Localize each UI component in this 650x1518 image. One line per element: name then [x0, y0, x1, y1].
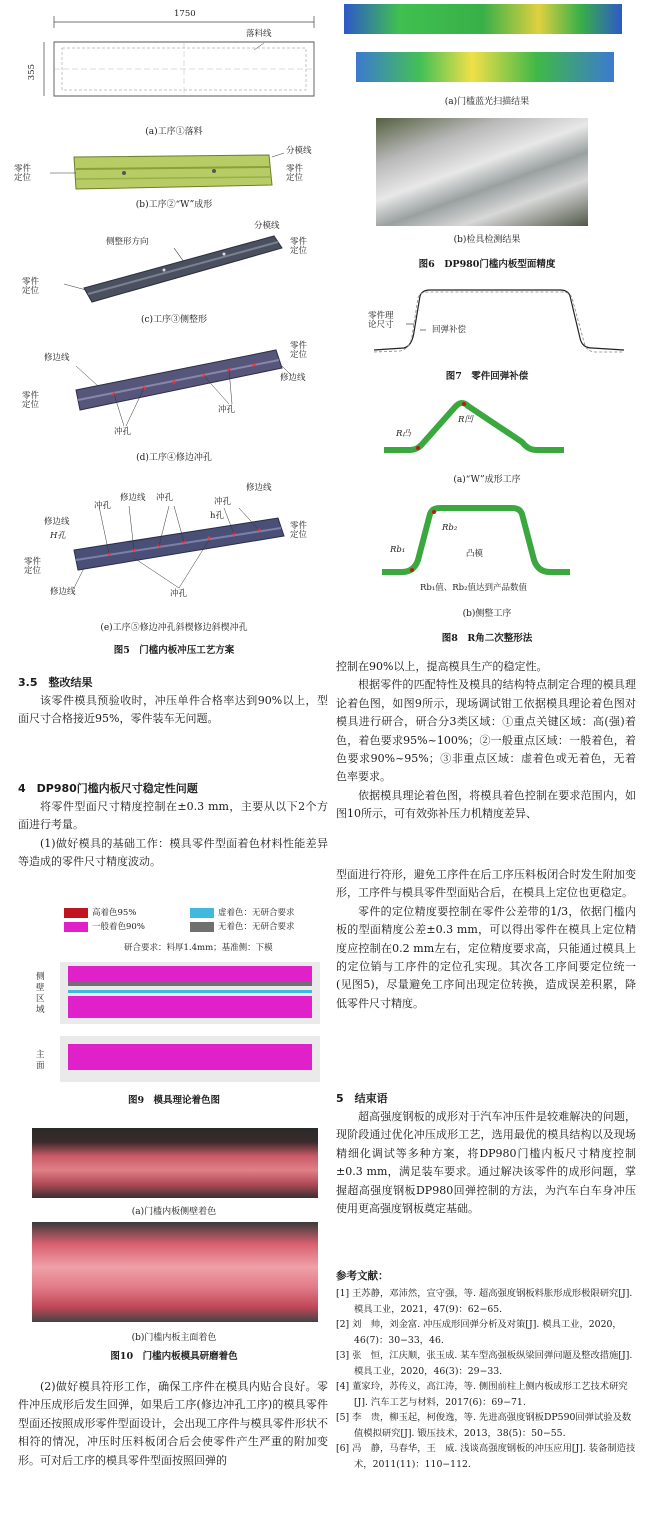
fig8b-caption: (b)侧整工序 [462, 609, 512, 619]
fig5-title: 图5 门槛内板冲压工艺方案 [113, 645, 235, 656]
h-hole-label: h孔 [210, 511, 224, 521]
fig8b [334, 500, 640, 600]
reference-item: [2] 刘 帅，刘金富. 冲压成形回弹分析及对策[J]. 模具工业，2020，46(7)：30−33，46. [336, 1319, 622, 1346]
side-wall-label: 侧 壁 区 域 [36, 972, 45, 1015]
fig5c [14, 218, 334, 330]
section-4-heading: 4 DP980门槛内板尺寸稳定性问题 [18, 782, 198, 795]
right-locate-label: 零件 定位 [286, 164, 304, 183]
radius-note: Rb₁值、Rb₂值达到产品数值 [420, 583, 527, 593]
pierce-label-2: 冲孔 [114, 427, 132, 437]
pierce-label-1: 冲孔 [218, 405, 236, 415]
dim-width: 1750 [174, 9, 196, 19]
left-locate-label-e: 零件 定位 [24, 557, 42, 576]
blue-light-scan-2 [356, 52, 614, 82]
pierce-label-e2: 冲孔 [156, 493, 174, 503]
fig5a [14, 0, 334, 140]
dim-height: 355 [27, 64, 37, 81]
fig5a-caption: (a)工序①落料 [145, 127, 203, 137]
reference-item: [5] 李 贵，柳玉起，柯俊逸，等. 先进高强度钢板DP590回弹试验及数值模拟研究[J]. 锻压技术，2013，38(5)：50−55. [336, 1412, 632, 1439]
legend-high-swatch [64, 908, 88, 918]
parting-line-label-c: 分模线 [254, 221, 280, 231]
fig7-title: 图7 零件回弹补偿 [445, 371, 529, 382]
main-face-label: 主 面 [36, 1050, 45, 1071]
blue-light-scan-1 [344, 4, 622, 34]
right-locate-label-c: 零件 定位 [290, 237, 308, 256]
reference-item: [3] 张 恒，江庆顺，张玉成. 某车型高强板纵梁回弹问题及整改措施[J]. 模具工业，2020，46(3)：29−33. [336, 1350, 633, 1377]
fig10a-caption: (a)门槛内板侧壁着色 [131, 1207, 217, 1217]
section-3-5-heading: 3.5 整改结果 [18, 676, 93, 689]
section-4-body: 将零件型面尺寸精度控制在±0.3 mm，主要从以下2个方面进行考量。 (1)做好模具的基础工作：模具零件型面着色材料性能差异等造成的零件尺寸精度波动。 [18, 800, 328, 869]
Rb1-label: Rb₁ [390, 545, 406, 555]
grinding-requirement: 研合要求：料厚1.4mm；基准侧：下模 [124, 943, 273, 953]
springback-comp-label: 回弹补偿 [432, 325, 467, 335]
side-restrike-radius-drawing [334, 500, 640, 580]
right-locate-label-e: 零件 定位 [290, 521, 308, 540]
legend-light-swatch [190, 908, 214, 918]
pierce-label-e4: 冲孔 [170, 589, 188, 599]
R-concave-label: R凹 [458, 415, 473, 425]
reference-item: [6] 冯 静，马春华，王 威. 浅谈高强度钢板的冲压应用[J]. 装备制造技术，2011(11)：110−112. [336, 1443, 636, 1470]
side-restrike-drawing [14, 218, 334, 313]
pierce-label-e1: 冲孔 [94, 501, 112, 511]
legend-normal-swatch [64, 922, 88, 932]
legend-light-label: 虚着色：无研合要求 [218, 908, 295, 918]
fig10-title: 图10 门槛内板模具研磨着色 [110, 1351, 238, 1362]
R-convex-label: R凸 [396, 429, 411, 439]
blank-line-label: 落料线 [246, 29, 272, 39]
fig8a-caption: (a)“W”成形工序 [453, 475, 521, 485]
fig10b-caption: (b)门槛内板主面着色 [131, 1333, 217, 1343]
fig6b-caption: (b)检具检测结果 [453, 235, 521, 245]
Rb2-label: Rb₂ [442, 523, 458, 533]
fig8-title: 图8 R角二次整形法 [441, 633, 533, 644]
blank-outline-drawing [14, 0, 334, 140]
fig8a [334, 392, 640, 462]
side-wall-map [60, 962, 320, 1024]
legend-none-swatch [190, 922, 214, 932]
section-3-5-body: 该零件模具预验收时，冲压单件合格率达到90%以上，型面尺寸合格接近95%，零件装车无问题。 [18, 694, 328, 726]
fig7 [334, 282, 640, 362]
fig5b-caption: (b)工序②“W”成形 [135, 200, 213, 210]
pierce-label-e3: 冲孔 [214, 497, 232, 507]
legend-none-label: 无着色：无研合要求 [218, 922, 295, 932]
w-forming-radius-drawing [334, 392, 640, 462]
fig5e-caption: (e)工序⑤修边冲孔斜楔修边斜楔冲孔 [100, 623, 248, 633]
H-hole-label: H孔 [50, 531, 66, 541]
section-5-heading: 5 结束语 [336, 1092, 388, 1105]
fig5b [14, 145, 334, 215]
reference-item: [4] 董家玲，苏传义，高江涛，等. 侧围前柱上侧内板成形工艺技术研究[J]. 汽车工艺与材料，2017(6)：69−71. [336, 1381, 628, 1408]
right-body-2: 型面进行符形，避免工序件在后工序压料板闭合时发生附加变形，工序件与模具零件型面贴合后，在模具上定位也更稳定。 零件的定位精度要控制在零件公差带的1/3，依据门槛内板的型面精度公差±0.3 mm，可以得出零件在模具上定位精度应控制在0.2 mm左右，定位精度要求高，只能通过模具上的定位销与工序件的定位孔实现。其次各工序间要定位统一(见图5)，尽量避免工序间出现定位转换，造成误差积累，降低零件尺寸精度。 [336, 868, 636, 1010]
left-locate-label: 零件 定位 [14, 164, 32, 183]
trim-label-e3: 修边线 [44, 517, 70, 527]
section-4-body-2: (2)做好模具符形工作，确保工序件在模具内贴合良好。零件冲压成形后发生回弹，如果后工序(修边冲孔工序)的模具零件型面还按照成形零件型面设计，会出现工序件与模具零件形状不相符的情况，冲压时压料板闭合后会使零件产生严重的附加变形。可对后工序的模具零件型面按照回弹的 [18, 1380, 328, 1467]
side-wall-photo [32, 1128, 318, 1198]
right-locate-label-d: 零件 定位 [290, 341, 308, 360]
fig6-title: 图6 DP980门槛内板型面精度 [418, 259, 556, 270]
fig5d [14, 338, 334, 468]
fig5c-caption: (c)工序③侧整形 [140, 315, 208, 325]
fig5e [14, 478, 334, 636]
main-face-map [60, 1036, 320, 1082]
trim-label-e4: 修边线 [50, 587, 76, 597]
reference-item: [1] 王苏静，邓沛然，宣守强，等. 超高强度钢板料胀形成形极限研究[J]. 模具工业，2021，47(9)：62−65. [336, 1288, 633, 1315]
references-heading: 参考文献： [336, 1270, 389, 1282]
checking-fixture-photo [376, 118, 588, 226]
section-5-body: 超高强度钢板的成形对于汽车冲压件是较难解决的问题，现阶段通过优化冲压成形工艺，选用最优的模具结构以及现场精细化调试等多种方案，将DP980门槛内板尺寸精度控制±0.3 mm，满足装车要求。通过解决该零件的成形问题，掌握超高强度钢板DP980回弹控制的方法，为汽车白车身冲压使用更高强度钢板奠定基础。 [336, 1110, 636, 1216]
trim-label-e1: 修边线 [120, 493, 146, 503]
theoretical-size-label: 零件理 论尺寸 [368, 311, 394, 330]
trim-line-label-1: 修边线 [44, 353, 70, 363]
right-body-1: 控制在90%以上，提高模具生产的稳定性。 根据零件的匹配特性及模具的结构特点制定合理的模具理论着色图，如图9所示，现场调试钳工依据模具理论着色图对模具进行研合，研合分3类区域：①重点关键区域：高(强)着色，着色要求95%~100%；②一般重点区域：一般着色，着色要求90%~95%；③非重点区域：虚着色或无着色，无着色率要求。 依据模具理论着色图，将模具着色控制在要求范围内，如图10所示，可有效弥补压力机精度差异、 [336, 660, 636, 821]
left-locate-label-d: 零件 定位 [22, 391, 40, 410]
left-locate-label-c: 零件 定位 [22, 277, 40, 296]
fig9-title: 图9 模具理论着色图 [127, 1095, 221, 1106]
trim-label-e2: 修边线 [246, 483, 272, 493]
legend-normal-label: 一般着色90% [92, 922, 145, 932]
main-face-photo [32, 1222, 318, 1322]
restrike-direction-label: 侧整形方向 [106, 237, 149, 247]
references-list [336, 1286, 638, 1472]
fig6a-caption: (a)门槛蓝光扫描结果 [444, 97, 530, 107]
trim-line-label-2: 修边线 [280, 373, 306, 383]
punch-label: 凸模 [466, 549, 484, 559]
fig5d-caption: (d)工序④修边冲孔 [136, 453, 212, 463]
parting-line-label: 分模线 [286, 146, 312, 156]
legend-high-label: 高着色95% [92, 908, 137, 918]
